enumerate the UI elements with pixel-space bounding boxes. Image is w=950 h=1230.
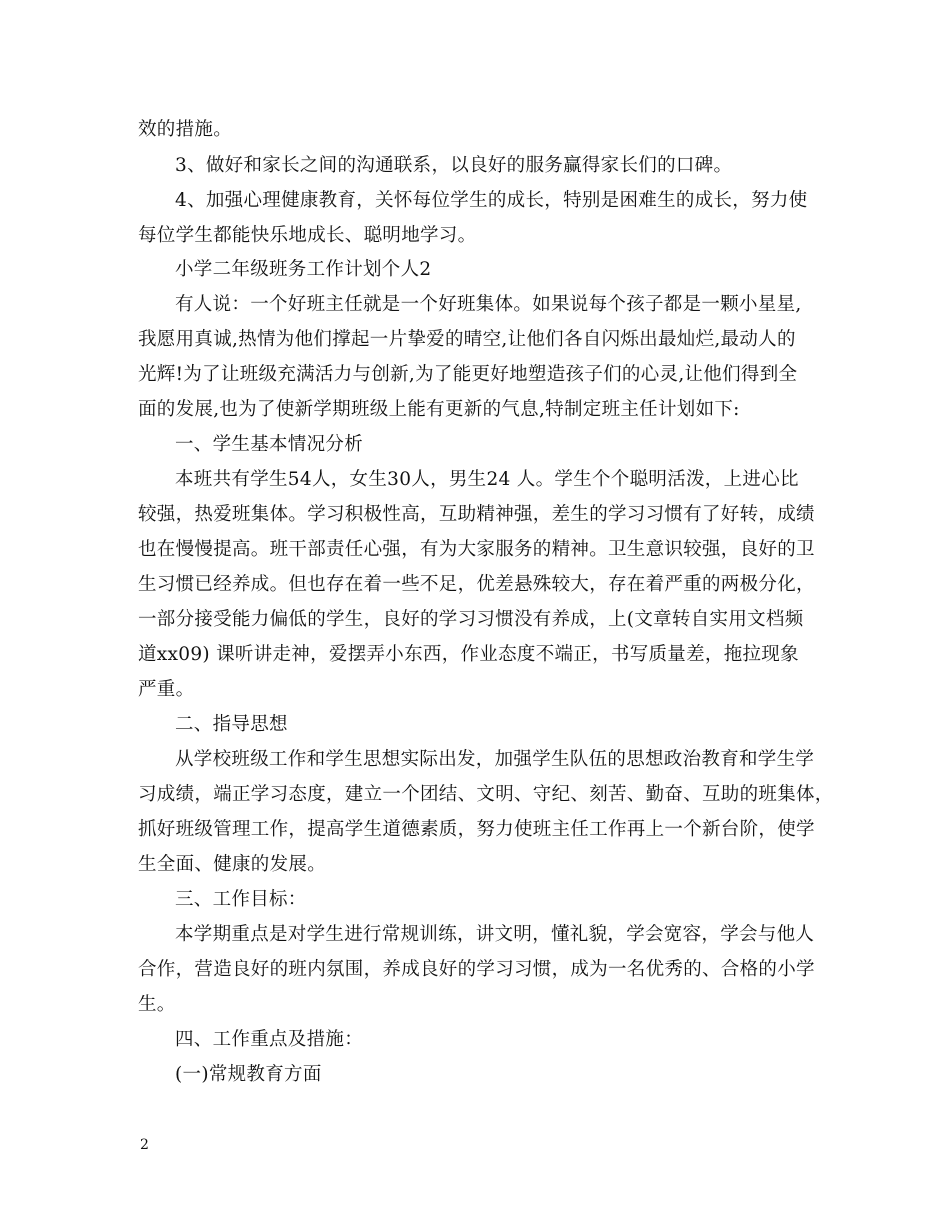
text-line: 合作，营造良好的班内氛围，养成良好的学习习惯，成为一名优秀的、合格的小学 bbox=[138, 959, 815, 980]
page-number: 2 bbox=[140, 1137, 149, 1153]
section-heading: 二、指导思想 bbox=[175, 714, 288, 735]
text-line: 较强，热爱班集体。学习积极性高，互助精神强，差生的学习习惯有了好转，成绩 bbox=[138, 504, 815, 525]
section-heading: 四、工作重点及措施： bbox=[175, 1029, 364, 1050]
text-line: 3、做好和家长之间的沟通联系，以良好的服务赢得家长们的口碑。 bbox=[175, 155, 733, 176]
text-line: 我愿用真诚,热情为他们撑起一片挚爱的晴空,让他们各自闪烁出最灿烂,最动人的 bbox=[138, 329, 796, 350]
text-line: 光辉!为了让班级充满活力与创新,为了能更好地塑造孩子们的心灵,让他们得到全 bbox=[138, 364, 798, 385]
text-line: 习成绩，端正学习态度，建立一个团结、文明、守纪、刻苦、勤奋、互助的班集体， bbox=[138, 784, 834, 805]
text-line: 从学校班级工作和学生思想实际出发，加强学生队伍的思想政治教育和学生学 bbox=[175, 749, 815, 770]
text-line: 4、加强心理健康教育，关怀每位学生的成长，特别是困难生的成长，努力使 bbox=[175, 190, 808, 211]
section-heading: 三、工作目标： bbox=[175, 889, 307, 910]
text-line: 严重。 bbox=[138, 679, 195, 700]
text-line: 每位学生都能快乐地成长、聪明地学习。 bbox=[138, 225, 477, 246]
text-line: 生全面、健康的发展。 bbox=[138, 854, 327, 875]
text-line: 生。 bbox=[138, 994, 176, 1015]
text-line: 有人说：一个好班主任就是一个好班集体。如果说每个孩子都是一颗小星星, bbox=[175, 294, 802, 315]
section-heading: 一、学生基本情况分析 bbox=[175, 434, 364, 455]
text-line: 道xx09) 课听讲走神，爱摆弄小东西，作业态度不端正，书写质量差，拖拉现象 bbox=[138, 644, 799, 665]
text-line: 本班共有学生54人，女生30人，男生24 人。学生个个聪明活泼，上进心比 bbox=[175, 469, 799, 490]
text-line: 生习惯已经养成。但也存在着一些不足，优差悬殊较大，存在着严重的两极分化， bbox=[138, 574, 815, 595]
text-line: 本学期重点是对学生进行常规训练，讲文明，懂礼貌，学会宽容，学会与他人 bbox=[175, 924, 815, 945]
text-line: 面的发展,也为了使新学期班级上能有更新的气息,特制定班主任计划如下: bbox=[138, 399, 740, 420]
text-line: 也在慢慢提高。班干部责任心强，有为大家服务的精神。卫生意识较强，良好的卫 bbox=[138, 539, 815, 560]
text-line: 抓好班级管理工作，提高学生道德素质，努力使班主任工作再上一个新台阶，使学 bbox=[138, 819, 815, 840]
text-line: 效的措施。 bbox=[138, 119, 233, 140]
subsection-heading: (一)常规教育方面 bbox=[175, 1064, 322, 1085]
section-heading: 小学二年级班务工作计划个人2 bbox=[175, 259, 432, 280]
text-line: 一部分接受能力偏低的学生，良好的学习习惯没有养成，上(文章转自实用文档频 bbox=[138, 609, 804, 630]
